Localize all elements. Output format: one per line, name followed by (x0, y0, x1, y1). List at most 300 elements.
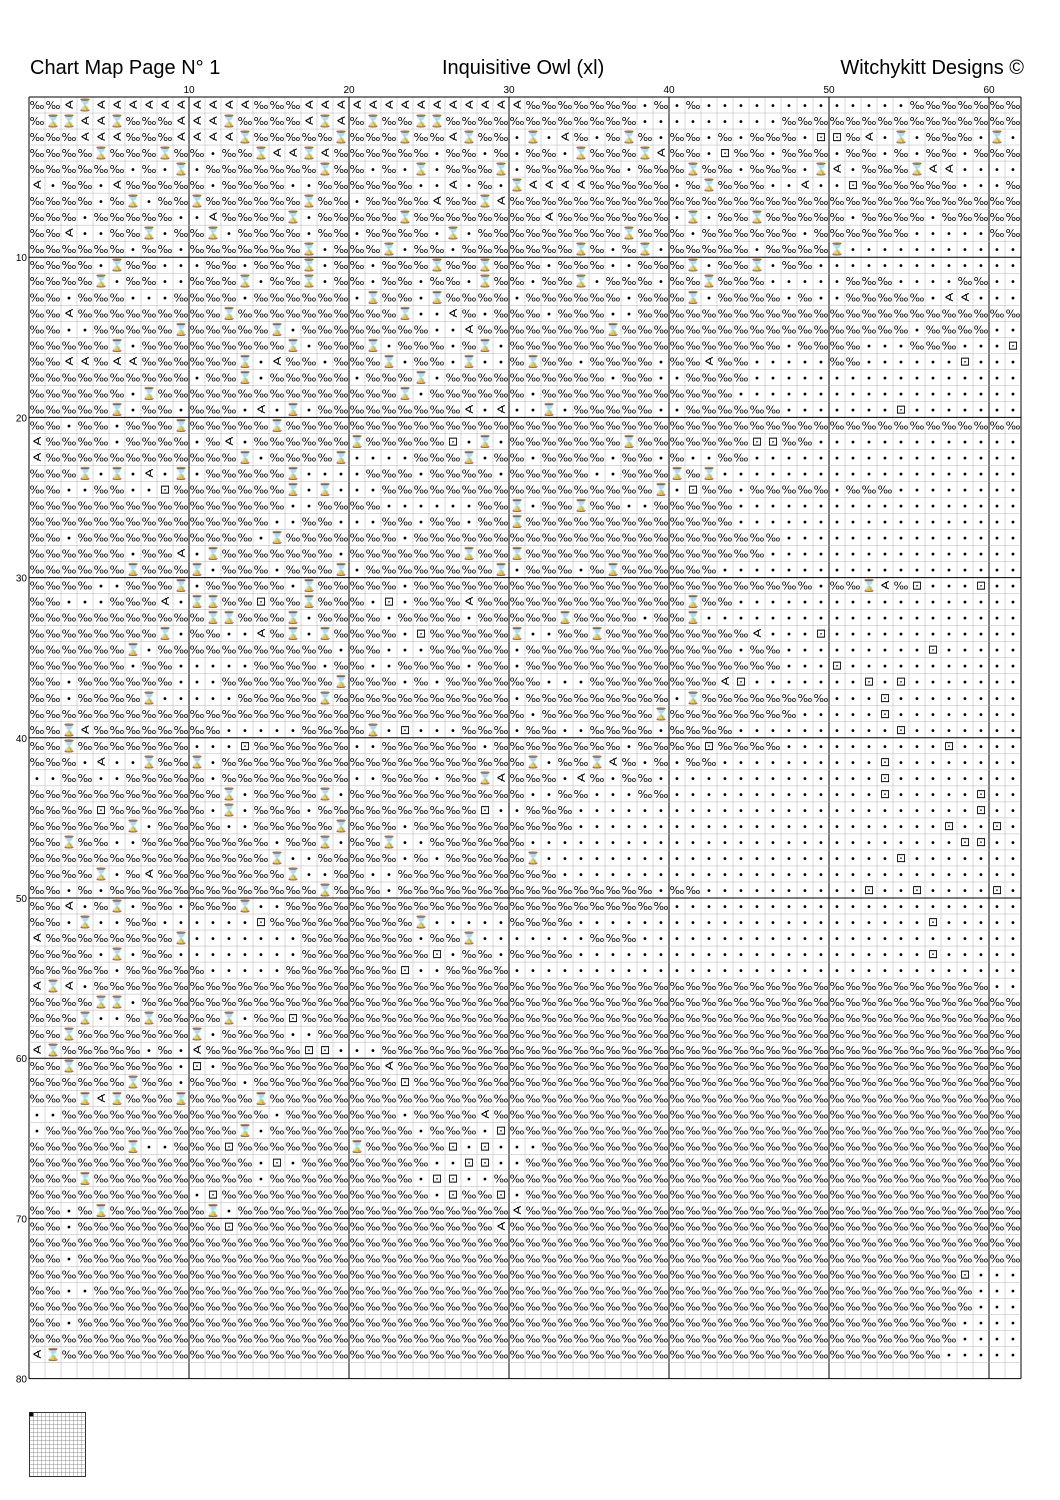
stitch-symbol: • (66, 485, 72, 496)
stitch-symbol: ‰ (254, 1188, 269, 1201)
stitch-symbol: ‰ (446, 596, 461, 609)
stitch-symbol: ‰ (926, 1140, 941, 1153)
stitch-symbol: • (258, 966, 264, 977)
stitch-symbol: ‰ (254, 500, 269, 513)
stitch-symbol: ⌛ (366, 723, 381, 737)
stitch-symbol: ‰ (94, 243, 109, 256)
stitch-symbol: • (914, 133, 920, 144)
stitch-symbol: • (834, 966, 840, 977)
stitch-symbol: • (626, 261, 632, 272)
stitch-symbol: ‰ (222, 419, 237, 432)
stitch-symbol: ‰ (814, 980, 829, 993)
stitch-symbol: ‰ (814, 1317, 829, 1330)
stitch-symbol: ‰ (462, 291, 477, 304)
stitch-symbol: • (882, 261, 888, 272)
stitch-symbol: ‰ (702, 660, 717, 673)
stitch-symbol: • (802, 373, 808, 384)
row-number-label: 40 (16, 734, 28, 745)
stitch-symbol: ‰ (286, 131, 301, 144)
stitch-symbol: • (226, 229, 232, 240)
stitch-symbol: • (498, 806, 504, 817)
stitch-symbol: ‰ (1006, 1076, 1021, 1089)
stitch-symbol: ‰ (622, 1301, 637, 1314)
stitch-symbol: • (178, 1062, 184, 1073)
stitch-symbol: ‰ (526, 596, 541, 609)
stitch-symbol: ‰ (718, 980, 733, 993)
stitch-symbol: • (146, 293, 152, 304)
stitch-symbol: ‰ (766, 1092, 781, 1105)
stitch-symbol: ‰ (494, 1252, 509, 1265)
stitch-symbol: ‰ (350, 500, 365, 513)
stitch-symbol: • (210, 1062, 216, 1073)
stitch-symbol: ‰ (542, 163, 557, 176)
stitch-symbol: ‰ (222, 387, 237, 400)
stitch-symbol: ‰ (206, 387, 221, 400)
stitch-symbol: ⊡ (896, 723, 906, 737)
stitch-symbol: • (306, 806, 312, 817)
stitch-symbol: ‰ (398, 1028, 413, 1041)
stitch-symbol: ‰ (910, 1044, 925, 1057)
stitch-symbol: ‰ (286, 676, 301, 689)
stitch-symbol: • (946, 726, 952, 737)
stitch-symbol: ‰ (494, 676, 509, 689)
stitch-symbol: • (674, 870, 680, 881)
stitch-symbol: ‰ (606, 291, 621, 304)
stitch-symbol: ‰ (270, 163, 285, 176)
stitch-symbol: • (882, 934, 888, 945)
stitch-symbol: ‰ (398, 516, 413, 529)
stitch-symbol: • (850, 437, 856, 448)
stitch-symbol: ‰ (718, 1028, 733, 1041)
stitch-symbol: ‰ (542, 483, 557, 496)
stitch-symbol: ‰ (638, 708, 653, 721)
stitch-symbol: • (674, 790, 680, 801)
stitch-symbol: • (114, 277, 120, 288)
stitch-symbol: • (466, 518, 472, 529)
stitch-symbol: ‰ (350, 1317, 365, 1330)
stitch-symbol: ‰ (350, 932, 365, 945)
stitch-symbol: ‰ (46, 804, 61, 817)
stitch-symbol: ‰ (190, 1140, 205, 1153)
stitch-symbol: ‰ (574, 1028, 589, 1041)
stitch-symbol: • (786, 550, 792, 561)
stitch-symbol: ‰ (686, 644, 701, 657)
stitch-symbol: ‰ (526, 1220, 541, 1233)
stitch-symbol: ‰ (334, 932, 349, 945)
stitch-symbol: • (962, 1335, 968, 1346)
stitch-symbol: ‰ (638, 371, 653, 384)
stitch-symbol: ‰ (894, 179, 909, 192)
stitch-symbol: • (978, 261, 984, 272)
stitch-symbol: • (962, 758, 968, 769)
stitch-symbol: • (882, 742, 888, 753)
stitch-symbol: ‰ (222, 516, 237, 529)
stitch-symbol: ‰ (318, 1333, 333, 1346)
stitch-symbol: ‰ (510, 1333, 525, 1346)
stitch-symbol: ‰ (350, 1092, 365, 1105)
stitch-symbol: • (322, 662, 328, 673)
stitch-symbol: ‰ (750, 1333, 765, 1346)
stitch-symbol: • (1010, 774, 1016, 785)
stitch-symbol: ‰ (574, 1172, 589, 1185)
stitch-symbol: ‰ (782, 1188, 797, 1201)
stitch-symbol: • (850, 646, 856, 657)
stitch-symbol: ‰ (558, 660, 573, 673)
stitch-symbol: • (770, 854, 776, 865)
stitch-symbol: ‰ (78, 500, 93, 513)
stitch-symbol: ‰ (478, 1204, 493, 1217)
stitch-symbol: ‰ (318, 339, 333, 352)
stitch-symbol: • (82, 229, 88, 240)
stitch-symbol: • (882, 373, 888, 384)
stitch-symbol: ‰ (782, 131, 797, 144)
stitch-symbol: • (994, 1286, 1000, 1297)
stitch-symbol: ‰ (830, 996, 845, 1009)
stitch-symbol: ‰ (238, 676, 253, 689)
stitch-symbol: ⌛ (78, 1171, 93, 1185)
stitch-symbol: • (290, 726, 296, 737)
stitch-symbol: ‰ (46, 1092, 61, 1105)
stitch-symbol: ‰ (462, 163, 477, 176)
stitch-symbol: ‰ (334, 1301, 349, 1314)
stitch-symbol: ‰ (766, 243, 781, 256)
stitch-symbol: ∢ (864, 130, 874, 144)
stitch-symbol: ‰ (254, 259, 269, 272)
stitch-symbol: • (98, 886, 104, 897)
stitch-symbol: ⊡ (976, 579, 986, 593)
stitch-symbol: ‰ (446, 211, 461, 224)
stitch-symbol: ‰ (494, 724, 509, 737)
stitch-symbol: • (914, 710, 920, 721)
stitch-symbol: ‰ (750, 1092, 765, 1105)
stitch-symbol: ‰ (894, 211, 909, 224)
stitch-symbol: • (530, 790, 536, 801)
stitch-symbol: ‰ (606, 516, 621, 529)
stitch-symbol: ‰ (510, 996, 525, 1009)
stitch-symbol: ‰ (286, 387, 301, 400)
stitch-symbol: ⌛ (478, 194, 493, 208)
stitch-symbol: • (898, 469, 904, 480)
stitch-symbol: ‰ (990, 115, 1005, 128)
stitch-symbol: ‰ (142, 900, 157, 913)
stitch-symbol: ‰ (878, 996, 893, 1009)
stitch-symbol: ‰ (286, 916, 301, 929)
stitch-symbol: • (978, 918, 984, 929)
stitch-symbol: ‰ (990, 1140, 1005, 1153)
stitch-symbol: ‰ (462, 483, 477, 496)
stitch-symbol: ‰ (446, 483, 461, 496)
stitch-symbol: ‰ (222, 1333, 237, 1346)
stitch-symbol: • (994, 293, 1000, 304)
stitch-symbol: ‰ (894, 323, 909, 336)
stitch-symbol: ‰ (910, 1236, 925, 1249)
stitch-symbol: ‰ (734, 179, 749, 192)
stitch-symbol: ‰ (382, 532, 397, 545)
stitch-symbol: • (770, 453, 776, 464)
stitch-symbol: • (786, 774, 792, 785)
stitch-symbol: ‰ (574, 115, 589, 128)
stitch-symbol: ‰ (590, 884, 605, 897)
stitch-symbol: ‰ (590, 483, 605, 496)
stitch-symbol: ‰ (222, 163, 237, 176)
stitch-symbol: ‰ (590, 243, 605, 256)
stitch-symbol: ⊡ (848, 178, 858, 192)
stitch-symbol: ‰ (318, 532, 333, 545)
stitch-symbol: ‰ (686, 1252, 701, 1265)
stitch-symbol: ‰ (910, 1317, 925, 1330)
stitch-symbol: • (178, 630, 184, 641)
stitch-symbol: ‰ (382, 900, 397, 913)
stitch-symbol: ‰ (158, 307, 173, 320)
stitch-symbol: ‰ (974, 1060, 989, 1073)
stitch-symbol: ‰ (494, 1284, 509, 1297)
stitch-symbol: ‰ (590, 435, 605, 448)
stitch-symbol: ‰ (766, 339, 781, 352)
stitch-symbol: • (130, 662, 136, 673)
stitch-symbol: ‰ (350, 580, 365, 593)
stitch-symbol: • (1010, 678, 1016, 689)
stitch-symbol: ‰ (830, 1044, 845, 1057)
stitch-symbol: ‰ (558, 1092, 573, 1105)
stitch-symbol: • (194, 165, 200, 176)
stitch-symbol: • (146, 822, 152, 833)
stitch-symbol: ‰ (990, 211, 1005, 224)
stitch-symbol: • (562, 934, 568, 945)
stitch-symbol: ‰ (174, 1268, 189, 1281)
stitch-symbol: ⊡ (896, 675, 906, 689)
stitch-symbol: • (834, 101, 840, 112)
stitch-symbol: ‰ (126, 916, 141, 929)
stitch-symbol: • (194, 550, 200, 561)
stitch-symbol: ‰ (174, 1236, 189, 1249)
stitch-symbol: • (642, 950, 648, 961)
stitch-symbol: ‰ (302, 387, 317, 400)
stitch-symbol: ‰ (606, 1252, 621, 1265)
stitch-symbol: ‰ (942, 1012, 957, 1025)
stitch-symbol: ‰ (110, 211, 125, 224)
stitch-symbol: ‰ (174, 339, 189, 352)
stitch-symbol: • (850, 838, 856, 849)
stitch-symbol: ‰ (782, 1044, 797, 1057)
stitch-symbol: ‰ (190, 483, 205, 496)
stitch-symbol: ‰ (334, 1028, 349, 1041)
stitch-symbol: • (754, 245, 760, 256)
stitch-symbol: • (402, 245, 408, 256)
stitch-symbol: ‰ (30, 1060, 45, 1073)
stitch-symbol: ‰ (94, 1333, 109, 1346)
stitch-symbol: ‰ (766, 419, 781, 432)
stitch-symbol: ‰ (526, 339, 541, 352)
stitch-symbol: ‰ (158, 1284, 173, 1297)
stitch-symbol: ‰ (94, 740, 109, 753)
stitch-symbol: • (818, 934, 824, 945)
stitch-symbol: ‰ (286, 435, 301, 448)
stitch-symbol: ‰ (574, 419, 589, 432)
stitch-symbol: ‰ (910, 1284, 925, 1297)
chart-grid (29, 97, 1021, 1379)
stitch-symbol: ‰ (414, 1317, 429, 1330)
stitch-symbol: ‰ (158, 243, 173, 256)
stitch-symbol: ‰ (734, 1172, 749, 1185)
stitch-symbol: ‰ (846, 1301, 861, 1314)
stitch-symbol: ⌛ (286, 482, 301, 496)
stitch-symbol: • (818, 437, 824, 448)
stitch-symbol: • (130, 758, 136, 769)
stitch-symbol: • (658, 854, 664, 865)
stitch-symbol: ‰ (574, 1301, 589, 1314)
stitch-symbol: ‰ (30, 387, 45, 400)
stitch-symbol: ‰ (542, 1172, 557, 1185)
stitch-symbol: • (514, 149, 520, 160)
stitch-symbol: ‰ (286, 788, 301, 801)
stitch-symbol: ‰ (142, 788, 157, 801)
stitch-symbol: ‰ (270, 740, 285, 753)
stitch-symbol: • (690, 229, 696, 240)
stitch-symbol: ‰ (638, 131, 653, 144)
stitch-symbol: • (546, 790, 552, 801)
stitch-symbol: ‰ (62, 275, 77, 288)
stitch-symbol: ‰ (206, 820, 221, 833)
stitch-symbol: ‰ (670, 1124, 685, 1137)
stitch-symbol: ‰ (270, 1317, 285, 1330)
stitch-symbol: ⌛ (574, 274, 589, 288)
stitch-symbol: • (546, 133, 552, 144)
stitch-symbol: ‰ (494, 532, 509, 545)
stitch-symbol: ‰ (526, 323, 541, 336)
stitch-symbol: ‰ (478, 115, 493, 128)
stitch-symbol: • (770, 630, 776, 641)
stitch-symbol: ‰ (46, 1188, 61, 1201)
stitch-symbol: ∢ (144, 466, 154, 480)
stitch-symbol: ‰ (190, 900, 205, 913)
stitch-symbol: ‰ (542, 227, 557, 240)
stitch-symbol: ‰ (702, 644, 717, 657)
stitch-symbol: ‰ (46, 916, 61, 929)
stitch-symbol: ‰ (862, 307, 877, 320)
stitch-symbol: • (770, 181, 776, 192)
stitch-symbol: ‰ (542, 708, 557, 721)
stitch-symbol: ‰ (990, 1204, 1005, 1217)
stitch-symbol: ‰ (542, 1220, 557, 1233)
stitch-symbol: • (850, 469, 856, 480)
stitch-symbol: ‰ (654, 1172, 669, 1185)
stitch-symbol: ‰ (254, 996, 269, 1009)
stitch-symbol: ‰ (350, 323, 365, 336)
stitch-symbol: ‰ (542, 1188, 557, 1201)
stitch-symbol: • (818, 870, 824, 881)
stitch-symbol: ‰ (494, 323, 509, 336)
stitch-symbol: • (930, 694, 936, 705)
stitch-symbol: • (930, 550, 936, 561)
stitch-symbol: ‰ (718, 435, 733, 448)
stitch-symbol: • (946, 277, 952, 288)
stitch-symbol: ‰ (446, 1236, 461, 1249)
stitch-symbol: ‰ (494, 548, 509, 561)
stitch-symbol: ‰ (670, 1188, 685, 1201)
stitch-symbol: • (258, 950, 264, 961)
stitch-symbol: ‰ (94, 660, 109, 673)
stitch-symbol: ∢ (528, 178, 538, 192)
stitch-symbol: • (850, 918, 856, 929)
stitch-symbol: ‰ (190, 708, 205, 721)
stitch-symbol: ‰ (686, 355, 701, 368)
stitch-symbol: ‰ (286, 1317, 301, 1330)
stitch-symbol: • (178, 694, 184, 705)
stitch-symbol: ‰ (558, 1044, 573, 1057)
stitch-symbol: • (914, 149, 920, 160)
stitch-symbol: • (434, 181, 440, 192)
stitch-symbol: ‰ (366, 1028, 381, 1041)
stitch-symbol: ‰ (382, 692, 397, 705)
stitch-symbol: • (802, 806, 808, 817)
stitch-symbol: ‰ (942, 1140, 957, 1153)
stitch-symbol: • (914, 469, 920, 480)
stitch-symbol: ⌛ (318, 835, 333, 849)
stitch-symbol: ‰ (766, 195, 781, 208)
stitch-symbol: ‰ (206, 884, 221, 897)
stitch-symbol: ‰ (638, 1317, 653, 1330)
stitch-symbol: ‰ (894, 1076, 909, 1089)
stitch-symbol: ‰ (654, 1156, 669, 1169)
stitch-symbol: • (34, 1126, 40, 1137)
stitch-symbol: • (514, 133, 520, 144)
stitch-symbol: ‰ (814, 1333, 829, 1346)
stitch-symbol: • (610, 790, 616, 801)
stitch-symbol: ‰ (430, 1236, 445, 1249)
stitch-symbol: ‰ (334, 756, 349, 769)
stitch-symbol: • (434, 1190, 440, 1201)
stitch-symbol: ‰ (910, 1172, 925, 1185)
stitch-symbol: • (834, 694, 840, 705)
stitch-symbol: • (738, 726, 744, 737)
stitch-symbol: ‰ (638, 1268, 653, 1281)
stitch-symbol: ‰ (254, 692, 269, 705)
stitch-symbol: ‰ (302, 1317, 317, 1330)
stitch-symbol: • (994, 405, 1000, 416)
stitch-symbol: • (690, 966, 696, 977)
stitch-symbol: ⌛ (94, 867, 109, 881)
stitch-symbol: ‰ (670, 451, 685, 464)
stitch-symbol: ‰ (46, 500, 61, 513)
stitch-symbol: ‰ (798, 483, 813, 496)
stitch-symbol: ‰ (750, 307, 765, 320)
stitch-symbol: ‰ (206, 243, 221, 256)
stitch-symbol: ‰ (638, 692, 653, 705)
stitch-symbol: ‰ (830, 580, 845, 593)
stitch-symbol: ⊡ (480, 1139, 490, 1153)
stitch-symbol: ‰ (766, 323, 781, 336)
stitch-symbol: ‰ (462, 419, 477, 432)
stitch-symbol: ‰ (766, 1188, 781, 1201)
stitch-symbol: ‰ (46, 291, 61, 304)
stitch-symbol: ‰ (862, 179, 877, 192)
stitch-symbol: ‰ (606, 740, 621, 753)
stitch-symbol: ‰ (334, 323, 349, 336)
stitch-symbol: ‰ (894, 1156, 909, 1169)
stitch-symbol: ‰ (382, 467, 397, 480)
stitch-symbol: ‰ (110, 1060, 125, 1073)
stitch-symbol: ‰ (270, 1012, 285, 1025)
stitch-symbol: • (850, 694, 856, 705)
stitch-symbol: ⌛ (526, 130, 541, 144)
stitch-symbol: ‰ (30, 1268, 45, 1281)
stitch-symbol: ‰ (206, 1076, 221, 1089)
stitch-symbol: ‰ (302, 1204, 317, 1217)
stitch-symbol: ‰ (494, 756, 509, 769)
stitch-symbol: • (738, 806, 744, 817)
stitch-symbol: ‰ (238, 1092, 253, 1105)
stitch-symbol: • (738, 870, 744, 881)
